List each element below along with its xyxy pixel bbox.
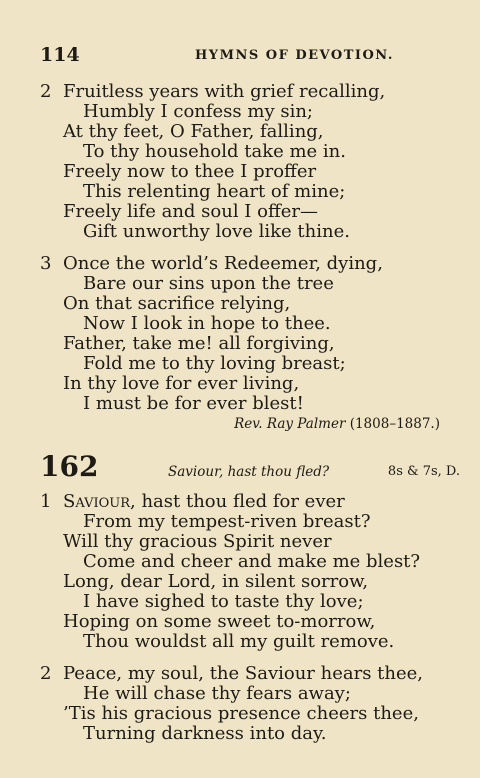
verse-line: In thy love for ever living, xyxy=(63,373,300,394)
verse-line: Father, take me! all forgiving, xyxy=(63,333,335,354)
verse-line: Bare our sins upon the tree xyxy=(83,273,334,294)
verse-line: 2 Fruitless years with grief recalling, xyxy=(40,81,386,102)
stanza-number: 2 xyxy=(40,81,52,102)
page-header xyxy=(40,44,460,68)
verse-line: Long, dear Lord, in silent sorrow, xyxy=(63,571,369,592)
verse-line: 1 Saviour, hast thou fled for ever xyxy=(40,491,345,512)
verse-line: Turning darkness into day. xyxy=(83,723,327,744)
running-title: HYMNS OF DEVOTION. xyxy=(195,48,394,63)
verse-line: I must be for ever blest! xyxy=(83,393,304,414)
verse-line: Come and cheer and make me blest? xyxy=(83,551,421,572)
first-word: Saviour xyxy=(63,491,130,512)
stanza-number: 1 xyxy=(40,491,52,512)
hymn-heading xyxy=(40,450,460,484)
hymn-number: 162 xyxy=(40,450,99,483)
stanza-number: 3 xyxy=(40,253,52,274)
verse-line: Now I look in hope to thee. xyxy=(83,313,331,334)
stanza-number: 2 xyxy=(40,663,52,684)
author-dates: (1808–1887.) xyxy=(349,416,440,432)
verse-line: Gift unworthy love like thine. xyxy=(83,221,350,242)
verse-line: I have sighed to taste thy love; xyxy=(83,591,364,612)
verse-line: From my tempest-riven breast? xyxy=(83,511,371,532)
verse-line: This relenting heart of mine; xyxy=(83,181,346,202)
verse-line: Freely life and soul I offer— xyxy=(63,201,319,222)
verse-line: To thy household take me in. xyxy=(83,141,346,162)
verse-line: Hoping on some sweet to-morrow, xyxy=(63,611,376,632)
hymn-meter: 8s & 7s, D. xyxy=(387,464,460,479)
verse-line: 2 Peace, my soul, the Saviour hears thee, xyxy=(40,663,424,684)
verse-line: Thou wouldst all my guilt remove. xyxy=(83,631,395,652)
verse-line: He will chase thy fears away; xyxy=(83,683,351,704)
verse-line: ’Tis his gracious presence cheers thee, xyxy=(63,703,419,724)
page-number: 114 xyxy=(40,44,80,66)
author-attribution xyxy=(234,416,440,432)
verse-line: Freely now to thee I proffer xyxy=(63,161,317,182)
verse-line: Humbly I confess my sin; xyxy=(83,101,313,122)
author-name: Rev. Ray Palmer xyxy=(234,416,346,432)
verse-line: 3 Once the world’s Redeemer, dying, xyxy=(40,253,383,274)
verse-line: Will thy gracious Spirit never xyxy=(63,531,332,552)
verse-line: Fold me to thy loving breast; xyxy=(83,353,346,374)
hymn-first-line-title: Saviour, hast thou fled? xyxy=(168,464,330,480)
verse-line: At thy feet, O Father, falling, xyxy=(63,121,324,142)
verse-line: On that sacrifice relying, xyxy=(63,293,291,314)
